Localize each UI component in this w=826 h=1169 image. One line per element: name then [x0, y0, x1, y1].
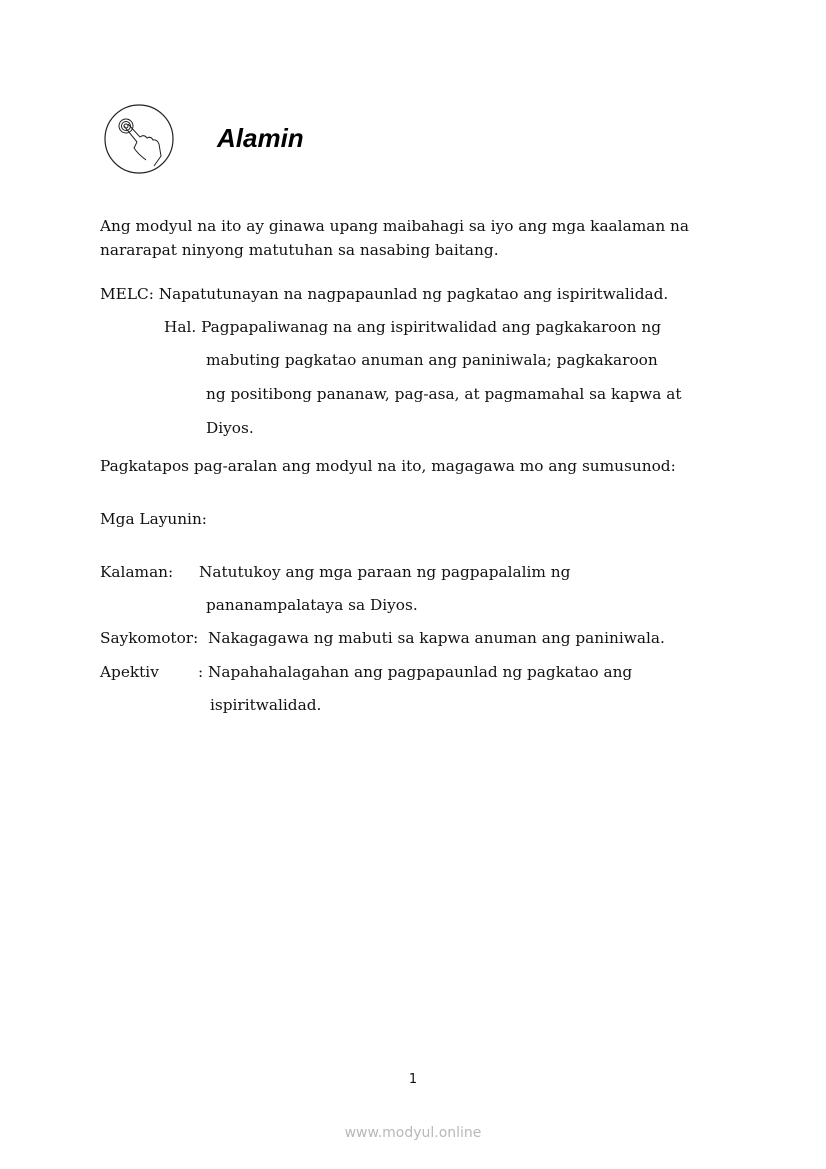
objective-text: pananampalataya sa Diyos.: [206, 596, 418, 614]
objective-text: Nakagagawa ng mabuti sa kapwa anuman ang paniniwala.: [208, 629, 665, 647]
watermark: www.modyul.online: [344, 1125, 482, 1141]
melc-example: ng positibong pananaw, pag-asa, at pagmamahal sa kapwa at: [206, 385, 682, 403]
intro-line: nararapat ninyong matutuhan sa nasabing baitang.: [100, 241, 499, 259]
objectives-heading: Mga Layunin:: [100, 510, 207, 528]
hand-tap-icon: [104, 104, 174, 174]
objective-label-apektiv: Apektiv: [100, 663, 159, 681]
objective-label-kalaman: Kalaman:: [100, 563, 174, 581]
melc-line: MELC: Napatutunayan na nagpapaunlad ng pagkatao ang ispiritwalidad.: [100, 285, 669, 303]
objective-text: Natutukoy ang mga paraan ng pagpapalalim ng: [199, 563, 571, 581]
melc-example: Hal. Pagpapaliwanag na ang ispiritwalidad ang pagkakaroon ng: [164, 318, 662, 336]
after-text: Pagkatapos pag-aralan ang modyul na ito, magagawa mo ang sumusunod:: [100, 457, 676, 475]
objective-text: ispiritwalidad.: [210, 696, 322, 714]
melc-example: mabuting pagkatao anuman ang paniniwala; pagkakaroon: [206, 351, 658, 369]
objective-label-saykomotor: Saykomotor:: [100, 629, 199, 647]
page-number: 1: [408, 1072, 418, 1087]
melc-example: Diyos.: [206, 419, 254, 437]
intro-line: Ang modyul na ito ay ginawa upang maibahagi sa iyo ang mga kaalaman na: [100, 217, 690, 235]
objective-text: : Napahahalagahan ang pagpapaunlad ng pagkatao ang: [198, 663, 633, 681]
section-title: Alamin: [217, 123, 304, 153]
